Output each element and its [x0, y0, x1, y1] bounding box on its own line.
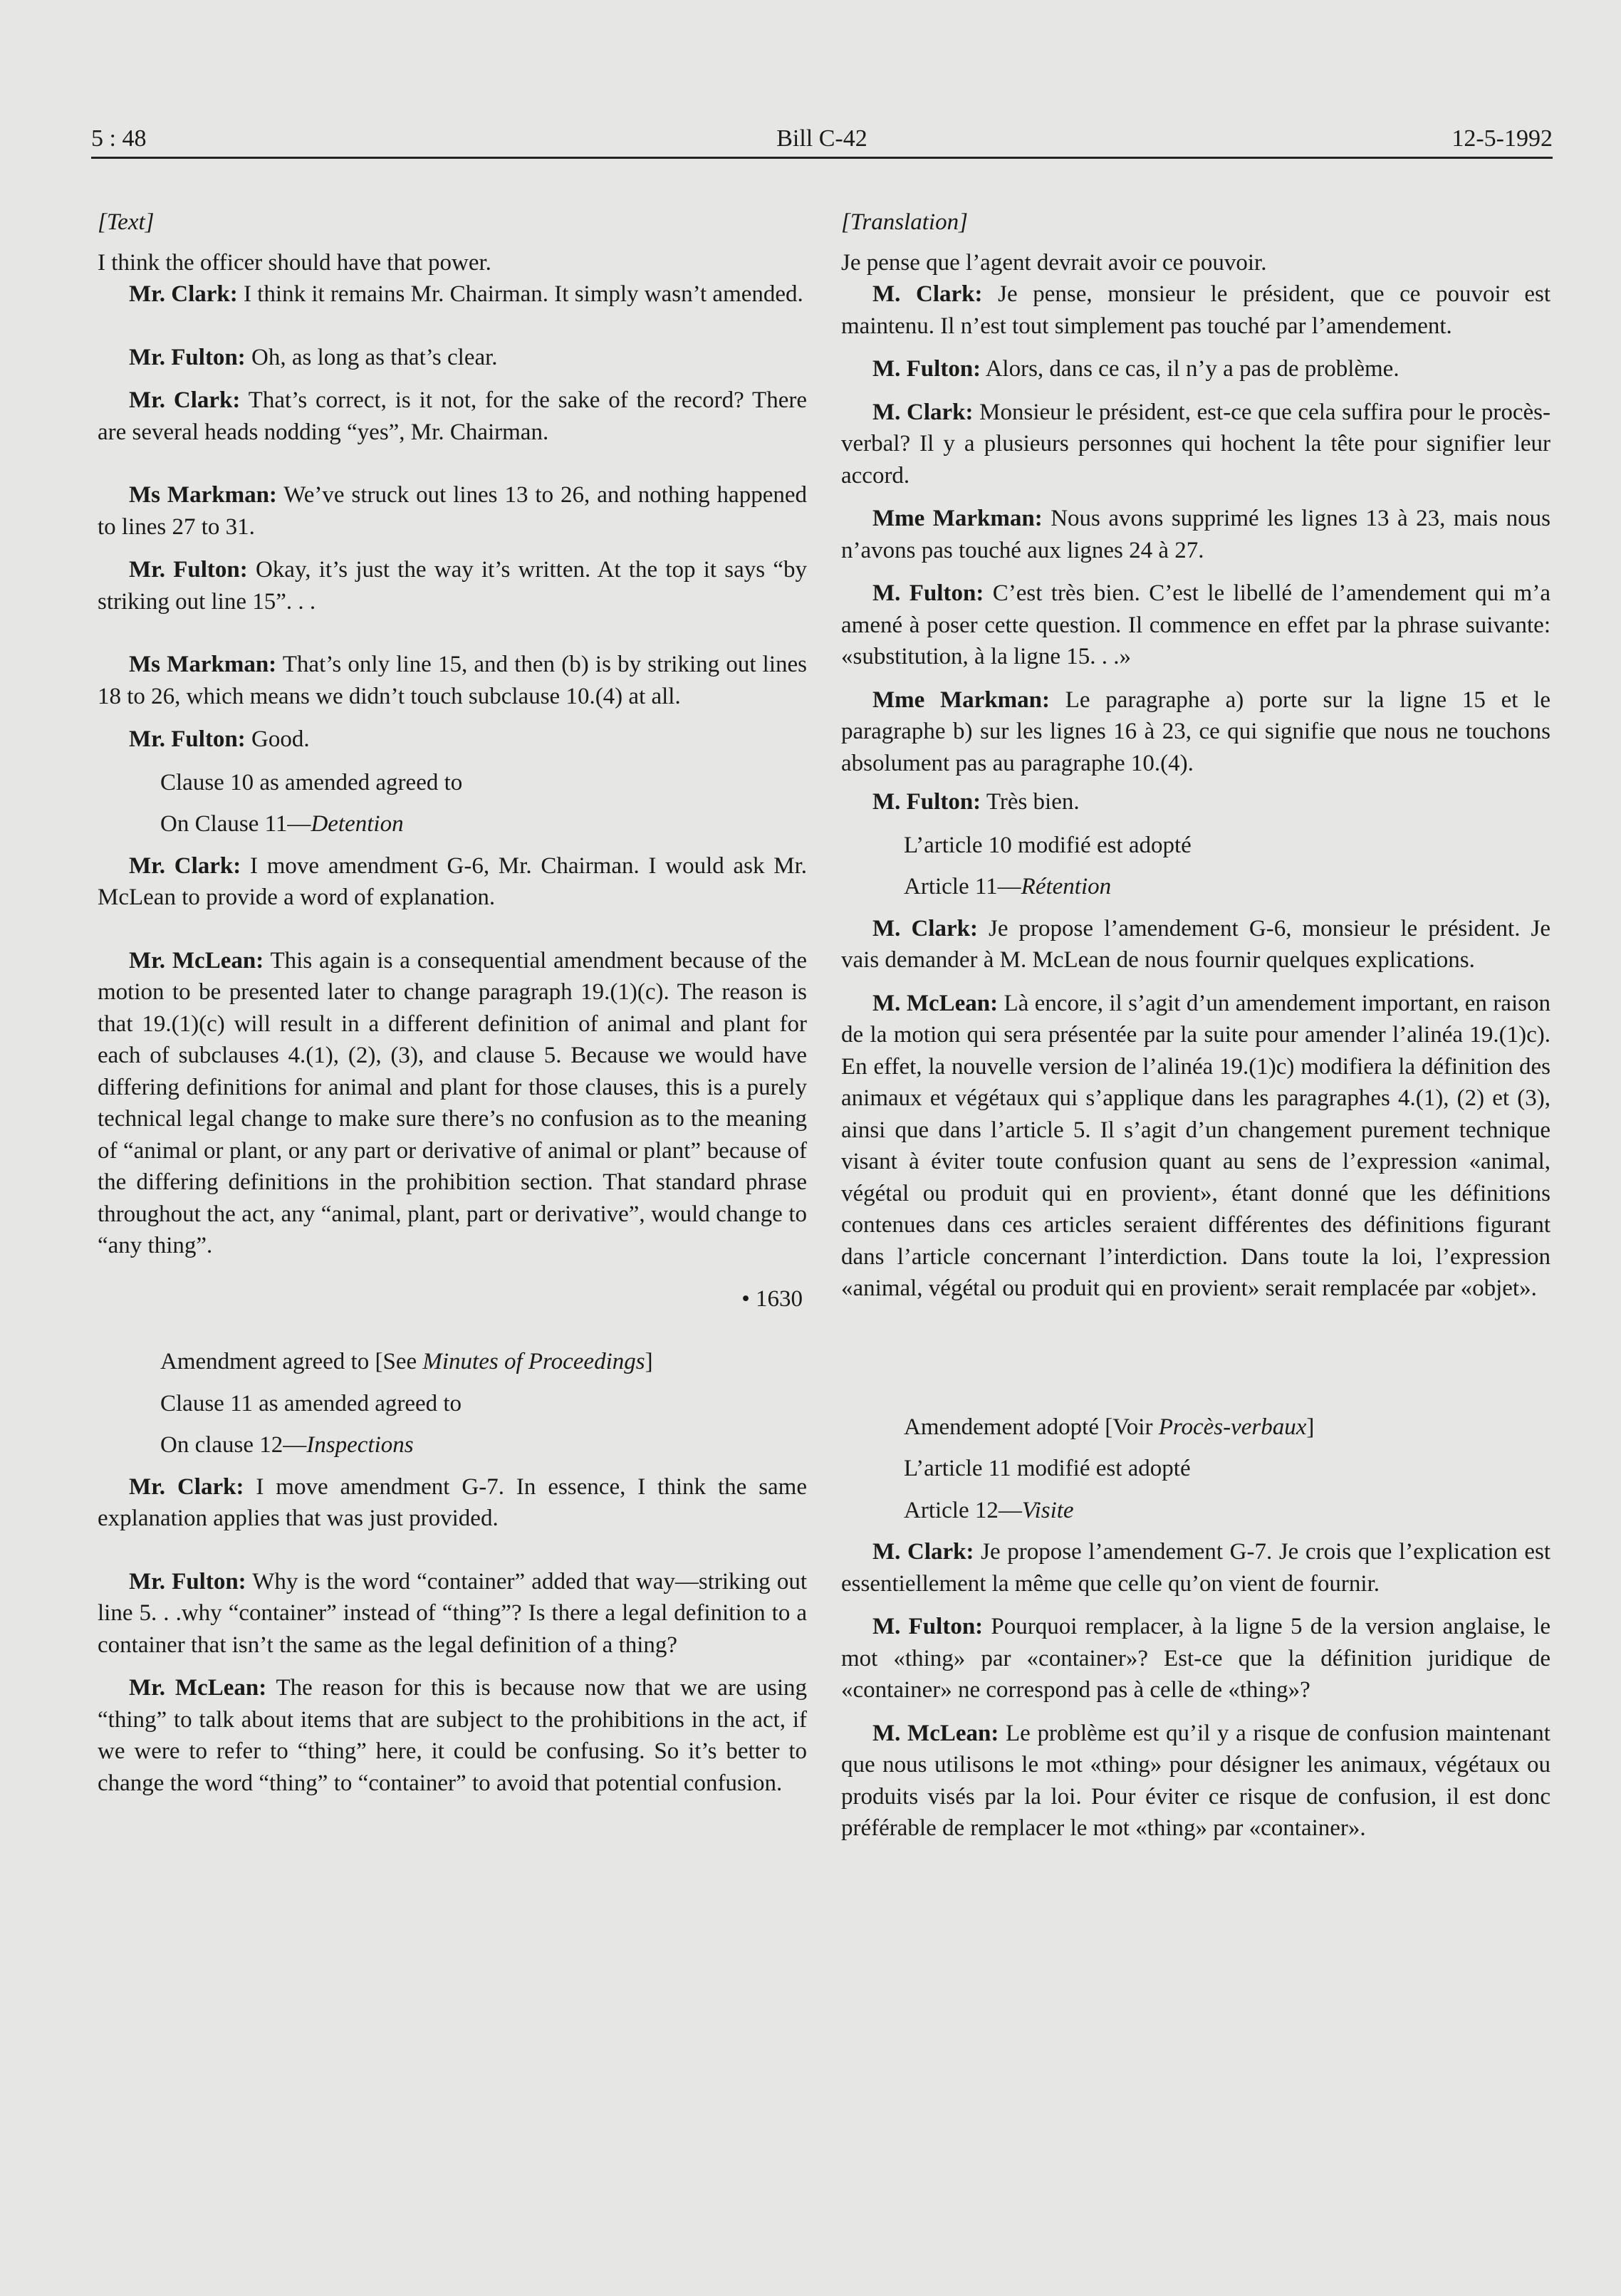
speaker: Mr. Fulton:: [129, 726, 246, 752]
speech: [98, 385, 807, 448]
speaker: M. Clark:: [872, 399, 974, 425]
speech-text: Le paragraphe a) porte sur la ligne 15 et le paragraphe b) sur les lignes 16 à 23, ce qui signifie que nous ne touchons absolument pas au paragraphe 10.(4).: [841, 687, 1551, 776]
speech: [841, 786, 1550, 818]
speaker: Mr. Fulton:: [129, 344, 246, 370]
motion-result: Clause 10 as amended agreed to: [160, 769, 463, 795]
speech: [98, 342, 807, 374]
clause-heading: On Clause 11—Detention: [160, 811, 404, 837]
speech: [98, 850, 807, 914]
speech-text: Nous avons supprimé les lignes 13 à 23, mais nous n’avons pas touché aux lignes 24 à 27.: [841, 506, 1551, 563]
speech: [841, 353, 1550, 385]
speech-text: Why is the word “container” added that way—striking out line 5. . .why “container” instead of “thing”? Is there a legal definition to a container that isn’t the same as the legal definition of a thing?: [98, 1568, 807, 1658]
text-tag: [Text]: [98, 209, 155, 235]
speech-text: Oh, as long as that’s clear.: [245, 344, 498, 370]
speaker: M. McLean:: [872, 1720, 999, 1746]
speech-text: Je pense, monsieur le président, que ce pouvoir est maintenu. Il n’est tout simplement pas touché par l’amendement.: [841, 281, 1550, 339]
speech-text: Très bien.: [981, 789, 1080, 815]
speech: [841, 684, 1550, 780]
speaker: M. Fulton:: [872, 1614, 984, 1639]
speaker: M. Clark:: [872, 915, 978, 941]
speech-text: Pourquoi remplacer, à la ligne 5 de la version anglaise, le mot «thing» par «container»? Est-ce que la définition juridique de «container» ne correspond pas à celle de «thing»?: [841, 1614, 1550, 1703]
clause-heading: On clause 12—Inspections: [160, 1432, 414, 1458]
english-column: [98, 207, 807, 1799]
motion-result: Amendment agreed to [See Minutes of Proceedings]: [160, 1349, 653, 1374]
clause-heading: Article 11—Rétention: [904, 874, 1112, 899]
speech-text: Le problème est qu’il y a risque de confusion maintenant que nous utilisons le mot «thing» pour désigner les animaux, végétaux ou produits visés par la loi. Pour éviter ce risque de confusion, il est donc préférable de remplacer le mot «thing» par «container».: [841, 1720, 1550, 1841]
speech: [841, 578, 1550, 673]
speech-text: Je propose l’amendement G-6, monsieur le président. Je vais demander à M. McLean de nous fournir quelques explications.: [841, 915, 1551, 973]
french-column: [841, 207, 1550, 1844]
speech: [841, 397, 1550, 492]
header-date: 12-5-1992: [1451, 125, 1553, 152]
speech: [98, 479, 807, 543]
speech-text: This again is a consequential amendment because of the motion to be presented later to change paragraph 19.(1)(c). The reason is that 19.(1)(c) will result in a different definition of animal and plant for each of subclauses 4.(1), (2), (3), and clause 5. Because we would have differing definitions for animal and plant for those clauses, this is a purely technical legal change to make sure there’s no confusion as to the meaning of “animal or plant, or any part or derivative of animal or plant” because of the differing definitions in the prohibition section. That standard phrase throughout the act, any “animal, plant, part or derivative”, would change to “any thing”.: [98, 947, 807, 1258]
motion-result: L’article 11 modifié est adopté: [904, 1456, 1191, 1481]
paragraph: Je pense que l’agent devrait avoir ce pouvoir.: [841, 249, 1267, 276]
speaker: Mr. McLean:: [129, 1675, 267, 1701]
speech: [98, 1672, 807, 1799]
speech: [98, 1471, 807, 1535]
speaker: M. McLean:: [872, 990, 999, 1016]
speech: [98, 724, 807, 756]
speech-text: Alors, dans ce cas, il n’y a pas de problème.: [981, 356, 1400, 382]
speech-text: Là encore, il s’agit d’un amendement important, en raison de la motion qui sera présentée par la suite pour amender l’alinéa 19.(1)c). En effet, la nouvelle version de l’alinéa 19.(1)c) modifiera la définition des animaux et végétaux qui s’applique dans les paragraphes 4.(1), (2) et (3), ainsi que dans l’article 5. Il s’agit d’un changement purement technique visant à éviter toute confusion quant au sens de l’expression «animal, végétal ou produit qui en provient», étant donné que les définitions contenues dans ces articles seraient différentes des définitions figurant dans l’article concernant l’interdiction. Dans toute la loi, l’expression «animal, végétal ou produit qui en provient» serait remplacée par «objet».: [841, 990, 1550, 1301]
speaker: Mme Markman:: [872, 506, 1043, 531]
speaker: Mr. Clark:: [129, 852, 241, 879]
speech: [841, 988, 1550, 1305]
speech-text: Je propose l’amendement G-7. Je crois que l’explication est essentiellement la même que celle qu’on vient de fournir.: [841, 1539, 1550, 1597]
speech-text: I think it remains Mr. Chairman. It simply wasn’t amended.: [237, 281, 803, 307]
speech-text: C’est très bien. C’est le libellé de l’amendement qui m’a amené à poser cette question. Il commence en effet par la phrase suivante: «substitution, à la ligne 15. . .»: [841, 580, 1550, 669]
speaker: M. Fulton:: [872, 356, 981, 382]
speaker: Mr. Clark:: [129, 1473, 244, 1500]
speech: [98, 554, 807, 617]
speech-text: Okay, it’s just the way it’s written. At the top it says “by striking out line 15”. . .: [98, 557, 807, 615]
speech-text: Monsieur le président, est-ce que cela suffira pour le procès-verbal? Il y a plusieurs personnes qui hochent la tête pour signifier leur accord.: [841, 399, 1551, 489]
speech-text: I move amendment G-6, Mr. Chairman. I would ask Mr. McLean to provide a word of explanation.: [98, 852, 807, 910]
motion-result: L’article 10 modifié est adopté: [904, 832, 1192, 858]
speaker: Ms Markman:: [129, 482, 277, 508]
speech: [841, 278, 1550, 342]
speaker: M. Fulton:: [872, 580, 984, 606]
motion-result: Amendement adopté [Voir Procès-verbaux]: [904, 1414, 1315, 1440]
speech: [841, 1611, 1550, 1706]
speech-text: That’s correct, is it not, for the sake of the record? There are several heads nodding “yes”, Mr. Chairman.: [98, 387, 807, 445]
speech: [98, 1566, 807, 1661]
paragraph: I think the officer should have that power.: [98, 249, 491, 276]
clause-heading: Article 12—Visite: [904, 1497, 1074, 1523]
motion-result: Clause 11 as amended agreed to: [160, 1390, 462, 1416]
speaker: Mr. Clark:: [129, 387, 241, 413]
translation-tag: [Translation]: [841, 209, 968, 235]
speaker: Mr. Fulton:: [129, 557, 248, 583]
page-header: [91, 122, 1553, 159]
speaker: M. Fulton:: [872, 789, 981, 815]
page-number: 5 : 48: [91, 125, 147, 152]
speech-text: Good.: [245, 726, 310, 752]
speaker: Mr. Clark:: [129, 281, 238, 307]
speaker: Mr. McLean:: [129, 947, 264, 974]
speech: [841, 503, 1550, 566]
speech-text: The reason for this is because now that we are using “thing” to talk about items that are subject to the prohibitions in the act, if we were to refer to “thing” here, it could be confusing. So it’s better to change the word “thing” to “container” to avoid that potential confusion.: [98, 1675, 807, 1796]
speaker: M. Clark:: [872, 1539, 974, 1565]
speech: [841, 913, 1550, 976]
speech: [98, 649, 807, 712]
speaker: Mme Markman:: [872, 687, 1051, 713]
speech: [98, 278, 807, 311]
speech: [841, 1536, 1550, 1600]
speech-text: I move amendment G-7. In essence, I think the same explanation applies that was just provided.: [98, 1473, 807, 1531]
speaker: Mr. Fulton:: [129, 1568, 246, 1595]
speech: [841, 1718, 1550, 1844]
time-marker: • 1630: [741, 1285, 803, 1312]
speech: [98, 945, 807, 1262]
speech-text: That’s only line 15, and then (b) is by striking out lines 18 to 26, which means we didn’t touch subclause 10.(4) at all.: [98, 652, 808, 709]
speaker: Ms Markman:: [129, 652, 277, 677]
speaker: M. Clark:: [872, 281, 983, 307]
speech-text: We’ve struck out lines 13 to 26, and nothing happened to lines 27 to 31.: [98, 482, 808, 540]
bill-title: Bill C-42: [776, 125, 867, 152]
